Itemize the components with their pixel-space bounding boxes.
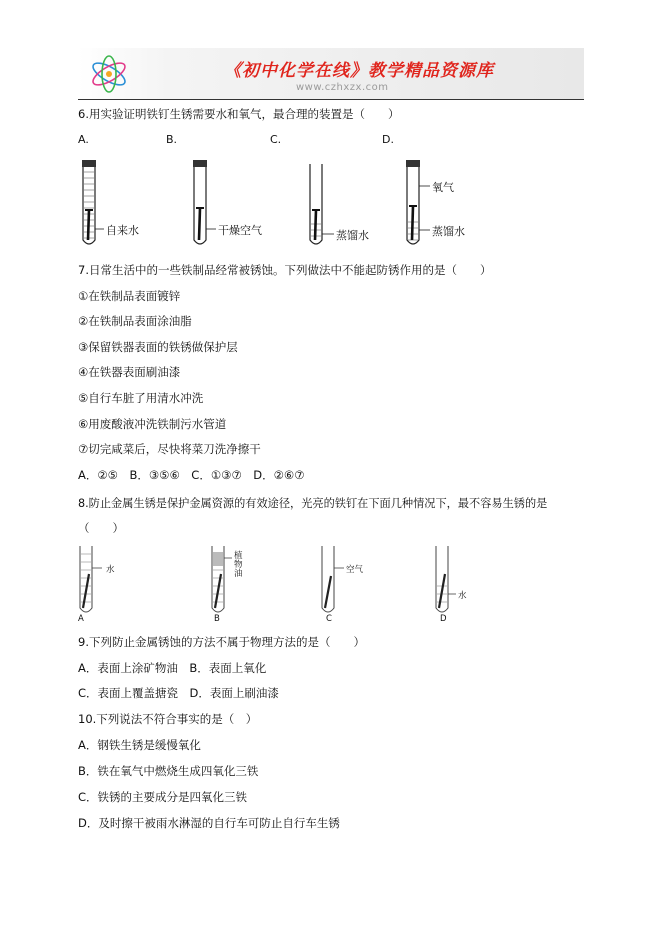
q7-item-5: ⑤自行车脏了用清水冲洗 xyxy=(78,391,204,405)
q7-item-2: ②在铁制品表面涂油脂 xyxy=(78,314,192,328)
q6-option-a: A. xyxy=(78,133,89,146)
q8-tube-a xyxy=(80,546,102,612)
q9-options-row2: C．表面上覆盖搪瓷 D．表面上刷油漆 xyxy=(78,686,279,700)
q10-stem: 10.下列说法不符合事实的是（ ） xyxy=(78,712,258,726)
q10-option-c: C．铁锈的主要成分是四氧化三铁 xyxy=(78,790,248,804)
q8-letter-c: C xyxy=(326,614,332,624)
q7-item-6: ⑥用废酸液冲洗铁制污水管道 xyxy=(78,417,227,431)
q8-figure xyxy=(70,540,480,626)
q8-letter-d: D xyxy=(440,614,447,624)
q8-stem-line2: （ ） xyxy=(78,521,124,535)
q6-tube-d xyxy=(406,160,430,244)
q9-stem: 9.下列防止金属锈蚀的方法不属于物理方法的是（ ） xyxy=(78,635,365,649)
q8-tube-c xyxy=(322,546,344,612)
q10-option-b: B．铁在氧气中燃烧生成四氧化三铁 xyxy=(78,764,259,778)
q6-tube-c xyxy=(310,164,334,244)
q6-tube-a xyxy=(82,160,104,244)
q8-label-b: 植 物 油 xyxy=(234,551,243,579)
q6-label-c: 蒸馏水 xyxy=(336,229,369,242)
q8-tube-b xyxy=(212,546,232,612)
q7-answers: A．②⑤ B．③⑤⑥ C．①③⑦ D．②⑥⑦ xyxy=(78,468,305,482)
q8-letter-b: B xyxy=(214,614,220,624)
q10-option-d: D．及时擦干被雨水淋湿的自行车可防止自行车生锈 xyxy=(78,816,340,830)
q7-item-3: ③保留铁器表面的铁锈做保护层 xyxy=(78,340,238,354)
q7-item-1: ①在铁制品表面镀锌 xyxy=(78,289,181,303)
header-divider xyxy=(78,99,584,100)
banner-url: www.czhxzx.com xyxy=(296,82,389,93)
q6-label-a: 自来水 xyxy=(106,224,139,237)
q7-stem: 7.日常生活中的一些铁制品经常被锈蚀。下列做法中不能起防锈作用的是（ ） xyxy=(78,263,492,277)
q6-option-d: D. xyxy=(382,133,394,146)
q8-stem-line1: 8.防止金属生锈是保护金属资源的有效途径，光亮的铁钉在下面几种情况下，最不容易生锈的是 xyxy=(78,497,548,510)
q6-label-d-bottom: 蒸馏水 xyxy=(432,225,465,238)
logo-icon xyxy=(86,54,132,94)
q6-label-d-top: 氧气 xyxy=(432,181,454,194)
q6-tube-b xyxy=(193,160,216,244)
q7-item-7: ⑦切完咸菜后，尽快将菜刀洗净擦干 xyxy=(78,442,261,456)
q8-tube-d xyxy=(436,546,456,612)
q6-stem: 6.用实验证明铁钉生锈需要水和氧气，最合理的装置是（ ） xyxy=(78,107,400,121)
q8-label-d: 水 xyxy=(458,591,467,601)
q10-option-a: A．钢铁生锈是缓慢氧化 xyxy=(78,738,201,752)
q7-item-4: ④在铁器表面刷油漆 xyxy=(78,365,181,379)
q8-label-a: 水 xyxy=(106,565,115,575)
banner-title: 《初中化学在线》教学精品资源库 xyxy=(224,61,494,81)
q8-label-c: 空气 xyxy=(346,565,364,575)
q9-options-row1: A．表面上涂矿物油 B．表面上氧化 xyxy=(78,661,267,675)
q6-option-b: B. xyxy=(166,133,178,146)
q6-label-b: 干燥空气 xyxy=(218,224,262,237)
q6-option-c: C. xyxy=(270,133,282,146)
q8-letter-a: A xyxy=(78,614,84,624)
